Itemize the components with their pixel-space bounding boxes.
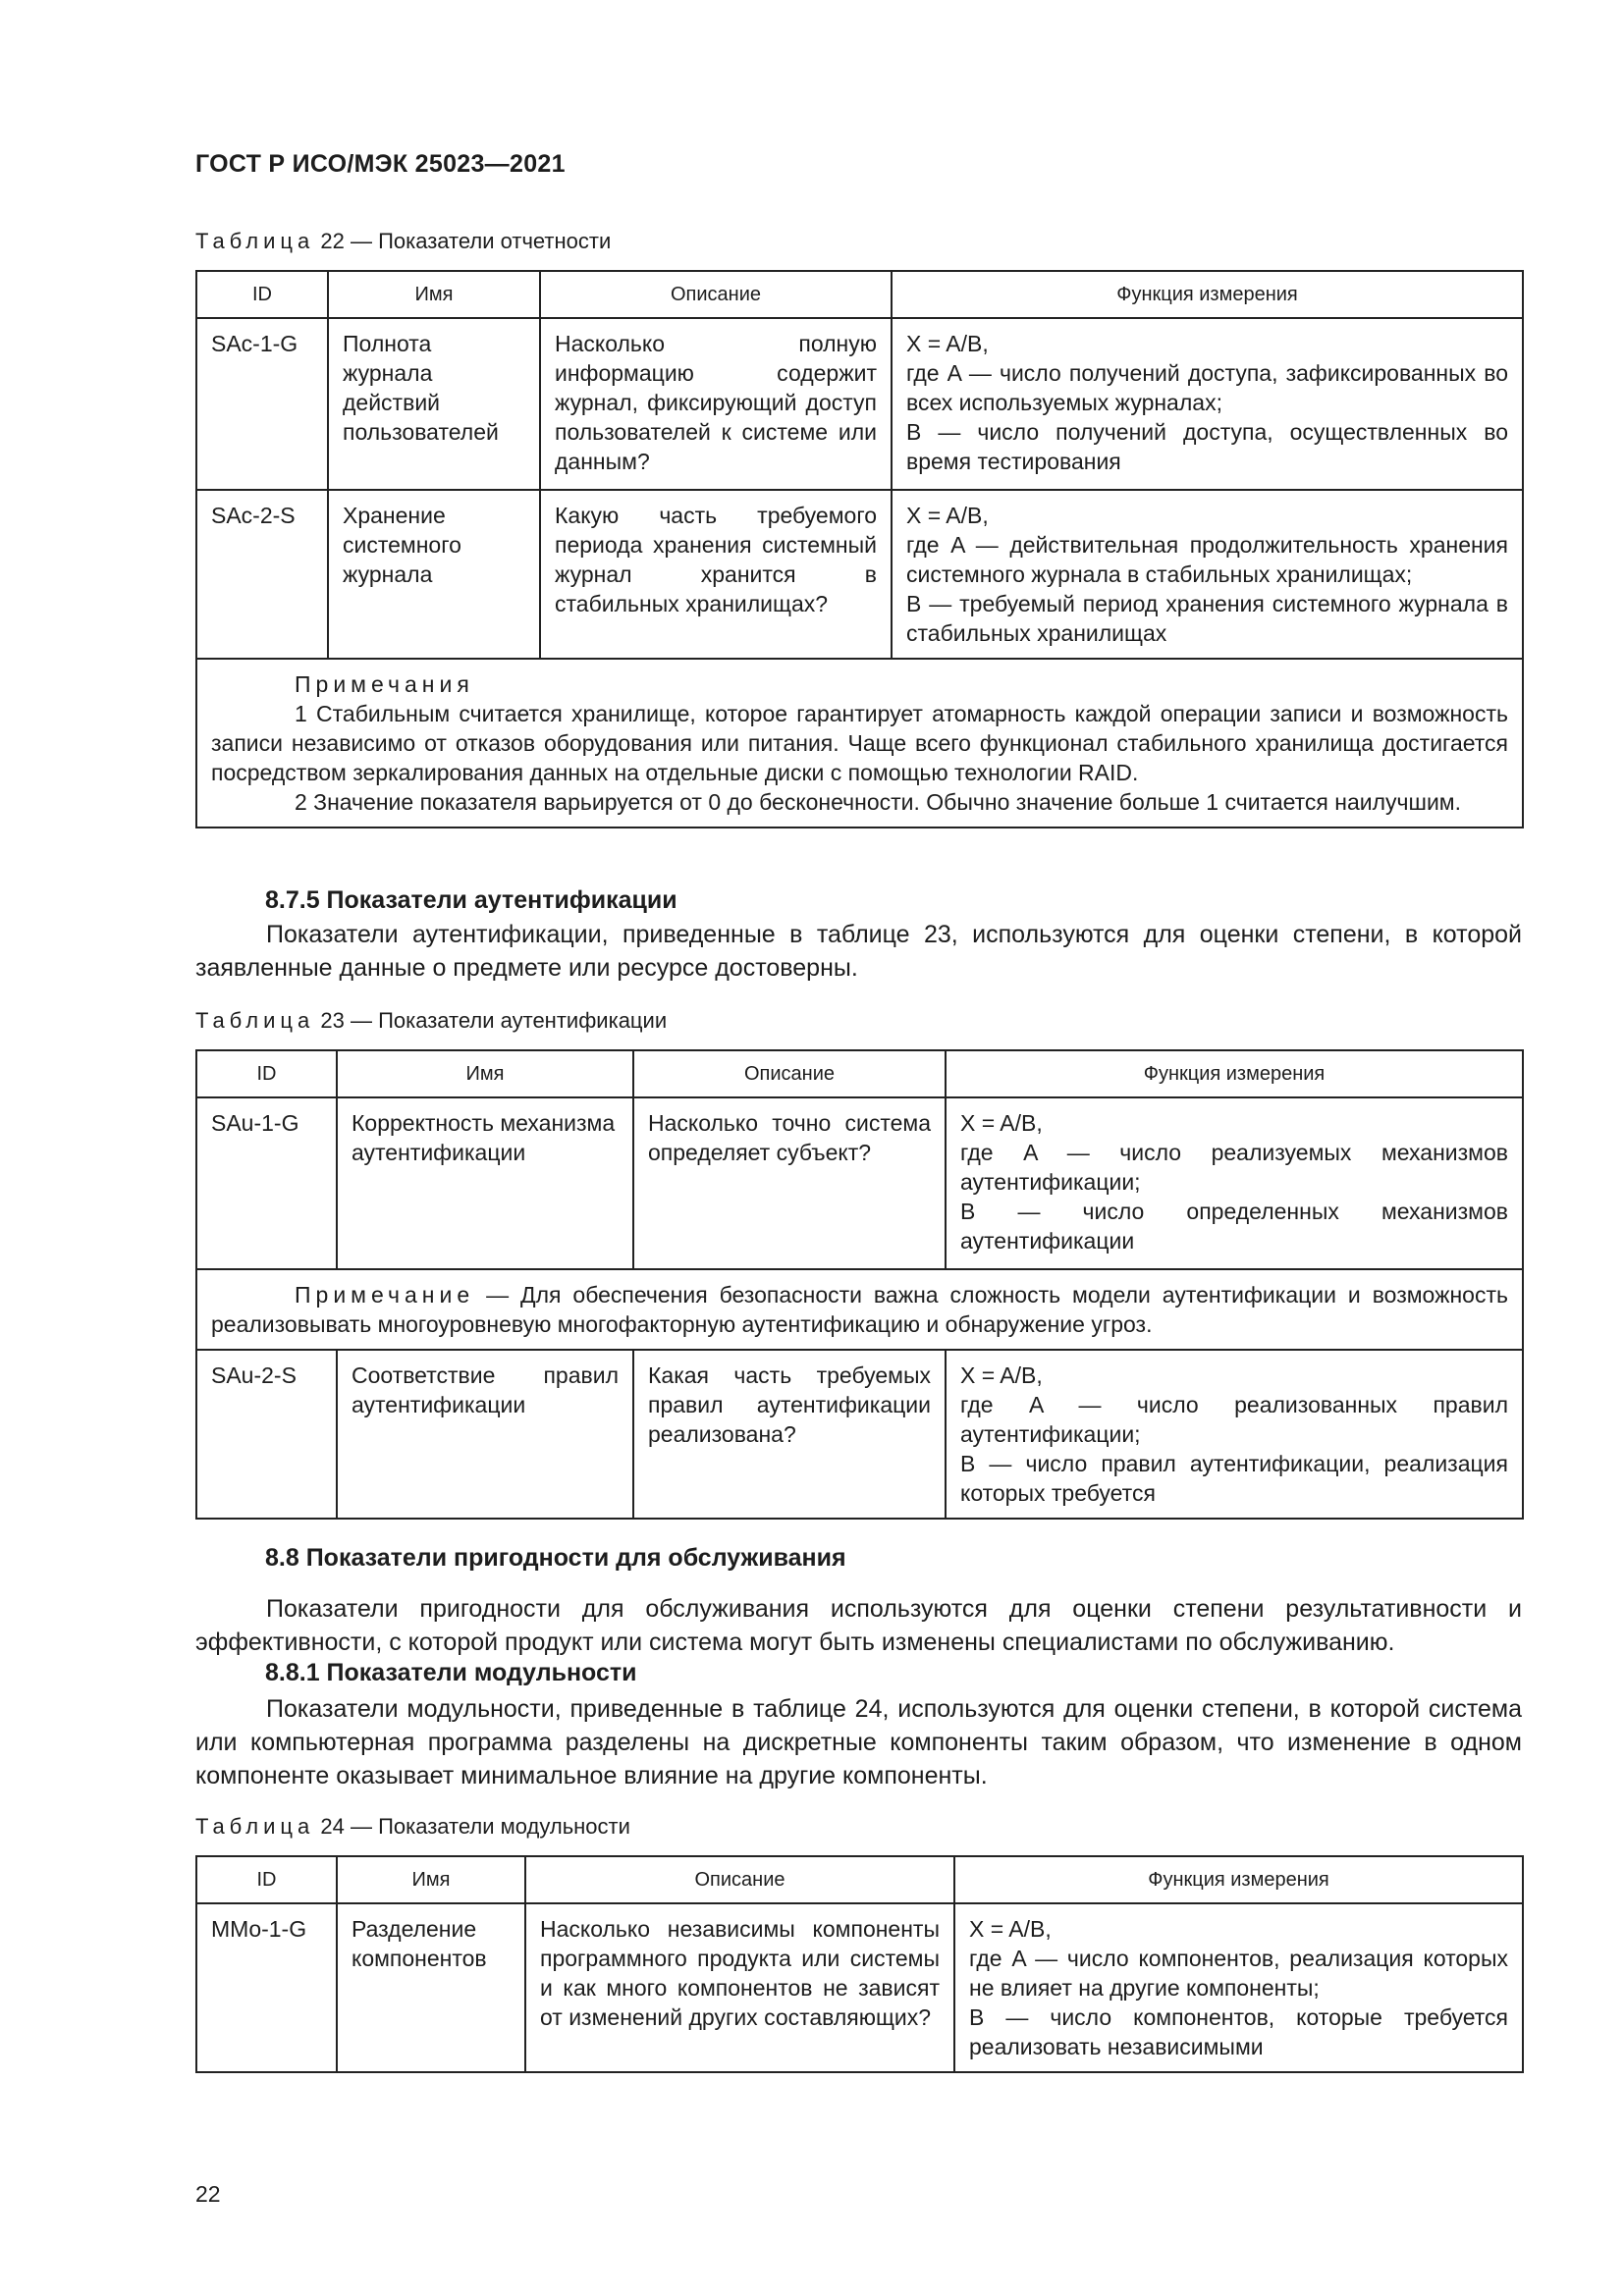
table23-caption-text: 23 — Показатели аутентификации <box>314 1008 668 1033</box>
table-row <box>196 490 1523 659</box>
column-header-description: Описание <box>525 1856 954 1903</box>
cell-id: SAu-1-G <box>196 1097 337 1269</box>
note-body: — Для обеспечения безопасности важна сложность модели аутентификации и возможность реализовывать многоуровневую многофакторную аутентификацию и обнаружение угроз. <box>211 1282 1508 1337</box>
cell-description: Какая часть требуемых правил аутентификации реализована? <box>633 1350 946 1519</box>
table23-caption <box>195 1008 667 1034</box>
note-word: Примечание <box>295 1282 475 1308</box>
column-header-description: Описание <box>633 1050 946 1097</box>
cell-function: X = A/B, где A — число получений доступа, зафиксированных во всех используемых журналах; B — число получений доступа, осуществленных во время тестирования <box>892 318 1523 490</box>
table24-caption <box>195 1814 630 1840</box>
column-header-id: ID <box>196 1856 337 1903</box>
cell-function: X = A/B, где A — число компонентов, реализация которых не влияет на другие компоненты; B — число компонентов, которые требуется реализовать независимыми <box>954 1903 1523 2072</box>
table22-caption-text: 22 — Показатели отчетности <box>314 229 612 253</box>
cell-function: X = A/B, где A — действительная продолжительность хранения системного журнала в стабильных хранилищах; B — требуемый период хранения системного журнала в стабильных хранилищах <box>892 490 1523 659</box>
section-text-8-8-1: Показатели модульности, приведенные в таблице 24, используются для оценки степени, в которой система или компьютерная программа разделены на дискретные компоненты таким образом, что изменение в одном компоненте оказывает минимальное влияние на другие компоненты. <box>195 1695 1522 1789</box>
table-row <box>196 1350 1523 1519</box>
column-header-id: ID <box>196 271 328 318</box>
table24-caption-text: 24 — Показатели модульности <box>314 1814 630 1839</box>
column-header-name: Имя <box>328 271 540 318</box>
cell-name: Полнота журнала действий пользователей <box>328 318 540 490</box>
column-header-name: Имя <box>337 1856 525 1903</box>
cell-function: X = A/B, где A — число реализованных правил аутентификации; B — число правил аутентификации, реализация которых требуется <box>946 1350 1523 1519</box>
cell-name: Разделение компонентов <box>337 1903 525 2072</box>
cell-id: SAu-2-S <box>196 1350 337 1519</box>
cell-description: Насколько точно система определяет субъект? <box>633 1097 946 1269</box>
table23 <box>195 1049 1524 1520</box>
section-heading-8-8-1: 8.8.1 Показатели модульности <box>265 1659 637 1686</box>
table24-caption-word: Таблица <box>195 1814 315 1839</box>
table-row <box>196 1903 1523 2072</box>
note-1: 1 Стабильным считается хранилище, которое гарантирует атомарность каждой операции записи и возможность записи независимо от отказов оборудования или питания. Чаще всего функционал стабильного хранилища достигается посредством зеркалирования данных на отдельные диски с помощью технологии RAID. <box>211 701 1508 785</box>
document-header: ГОСТ Р ИСО/МЭК 25023—2021 <box>195 150 566 178</box>
column-header-description: Описание <box>540 271 892 318</box>
section-text-8-7-5: Показатели аутентификации, приведенные в таблице 23, используются для оценки степени, в которой заявленные данные о предмете или ресурсе достоверны. <box>195 921 1522 982</box>
section-heading-8-7-5: 8.7.5 Показатели аутентификации <box>265 886 677 914</box>
cell-function: X = A/B, где A — число реализуемых механизмов аутентификации; B — число определенных механизмов аутентификации <box>946 1097 1523 1269</box>
column-header-measurement-function: Функция измерения <box>954 1856 1523 1903</box>
note-text <box>211 1280 1508 1339</box>
cell-name: Хранение системного журнала <box>328 490 540 659</box>
column-header-measurement-function: Функция измерения <box>892 271 1523 318</box>
table-note <box>196 1269 1523 1350</box>
table23-caption-word: Таблица <box>195 1008 315 1033</box>
column-header-measurement-function: Функция измерения <box>946 1050 1523 1097</box>
cell-description: Насколько независимы компоненты программного продукта или системы и как много компонентов не зависят от изменений других составляющих? <box>525 1903 954 2072</box>
cell-description: Насколько полную информацию содержит журнал, фиксирующий доступ пользователей к системе или данным? <box>540 318 892 490</box>
section-heading-8-8: 8.8 Показатели пригодности для обслуживания <box>265 1544 846 1572</box>
notes-title: Примечания <box>295 671 474 697</box>
table22-caption-word: Таблица <box>195 229 315 253</box>
note-2: 2 Значение показателя варьируется от 0 до бесконечности. Обычно значение больше 1 считается наилучшим. <box>295 789 1462 815</box>
column-header-id: ID <box>196 1050 337 1097</box>
cell-id: MMo-1-G <box>196 1903 337 2072</box>
cell-id: SAc-1-G <box>196 318 328 490</box>
table-header-row <box>196 1856 1523 1903</box>
cell-name: Соответствие правил аутентификации <box>337 1350 633 1519</box>
table-note-row <box>196 1269 1523 1350</box>
table-header-row <box>196 1050 1523 1097</box>
cell-description: Какую часть требуемого периода хранения системный журнал хранится в стабильных хранилищах? <box>540 490 892 659</box>
table-note-row <box>196 659 1523 828</box>
table24 <box>195 1855 1524 2073</box>
cell-name: Корректность механизма аутентификации <box>337 1097 633 1269</box>
table22-caption <box>195 229 611 254</box>
table-row <box>196 318 1523 490</box>
column-header-name: Имя <box>337 1050 633 1097</box>
page-number: 22 <box>195 2181 221 2207</box>
table-header-row <box>196 271 1523 318</box>
table22 <box>195 270 1524 828</box>
section-text-8-8: Показатели пригодности для обслуживания используются для оценки степени результативности и эффективности, с которой продукт или система могут быть изменены специалистами по обслуживанию. <box>195 1595 1522 1656</box>
cell-id: SAc-2-S <box>196 490 328 659</box>
table-row <box>196 1097 1523 1269</box>
table-notes <box>196 659 1523 828</box>
